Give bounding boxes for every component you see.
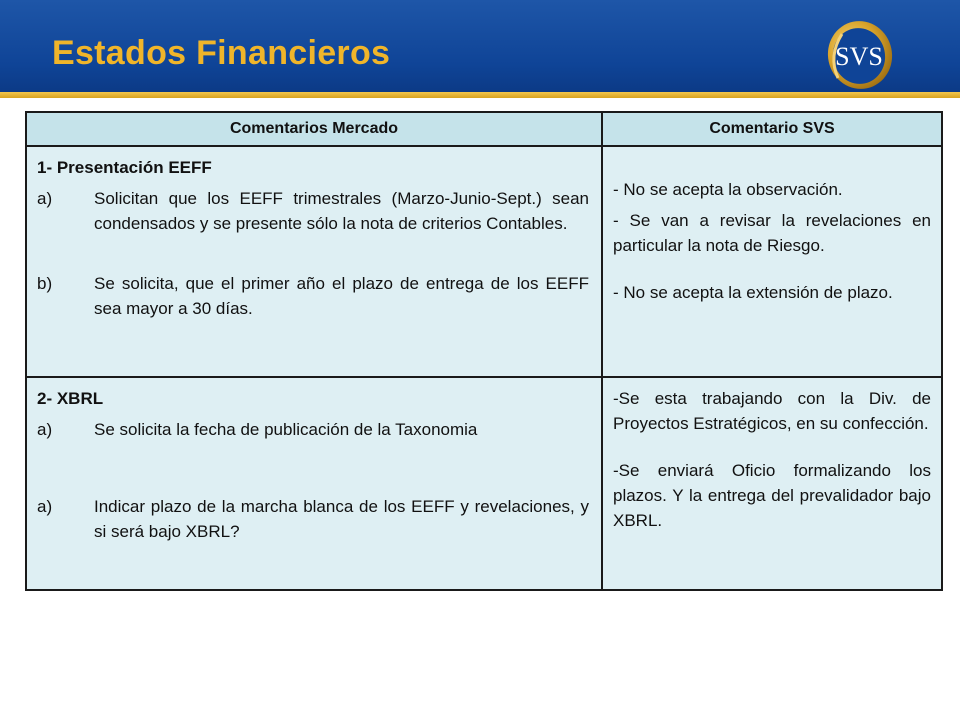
item-label: a) bbox=[37, 420, 53, 439]
logo-text: SVS bbox=[835, 42, 883, 71]
header-comentarios-mercado: Comentarios Mercado bbox=[26, 112, 602, 146]
item-text: Se solicita la fecha de publicación de la Taxonomia bbox=[94, 420, 478, 439]
item-label: b) bbox=[37, 274, 53, 293]
comments-table bbox=[25, 111, 943, 591]
list-item bbox=[37, 271, 589, 321]
item-text: Indicar plazo de la marcha blanca de los EEFF y revelaciones, y si será bajo XBRL? bbox=[94, 497, 589, 541]
list-item bbox=[37, 417, 589, 442]
response-text: -Se enviará Oficio formalizando los plazos. Y la entrega del prevalidador bajo XBRL. bbox=[613, 461, 931, 530]
market-comments-cell bbox=[26, 146, 602, 377]
svs-response-cell bbox=[602, 377, 942, 590]
list-item bbox=[37, 186, 589, 236]
response-text: -Se esta trabajando con la Div. de Proyectos Estratégicos, en su confección. bbox=[613, 389, 931, 433]
item-text: Se solicita, que el primer año el plazo de entrega de los EEFF sea mayor a 30 días. bbox=[94, 274, 589, 318]
market-comments-cell bbox=[26, 377, 602, 590]
slide-title: Estados Financieros bbox=[52, 34, 391, 72]
list-item bbox=[37, 494, 589, 544]
section-title: 1- Presentación EEFF bbox=[37, 158, 212, 177]
response-text: - No se acepta la observación. bbox=[613, 180, 843, 199]
response-text: - No se acepta la extensión de plazo. bbox=[613, 283, 893, 302]
table-row bbox=[26, 146, 942, 377]
header-comentario-svs: Comentario SVS bbox=[602, 112, 942, 146]
item-label: a) bbox=[37, 189, 53, 208]
section-title: 2- XBRL bbox=[37, 389, 104, 408]
table-row bbox=[26, 377, 942, 590]
item-text: Solicitan que los EEFF trimestrales (Marzo-Junio-Sept.) sean condensados y se presente sólo la nota de criterios Contables. bbox=[94, 189, 589, 233]
svs-logo bbox=[820, 14, 902, 94]
response-text: - Se van a revisar la revelaciones en particular la nota de Riesgo. bbox=[613, 211, 931, 255]
item-label: a) bbox=[37, 497, 53, 516]
svs-response-cell bbox=[602, 146, 942, 377]
header-gold-divider bbox=[0, 92, 960, 98]
table-header-row bbox=[26, 112, 942, 146]
